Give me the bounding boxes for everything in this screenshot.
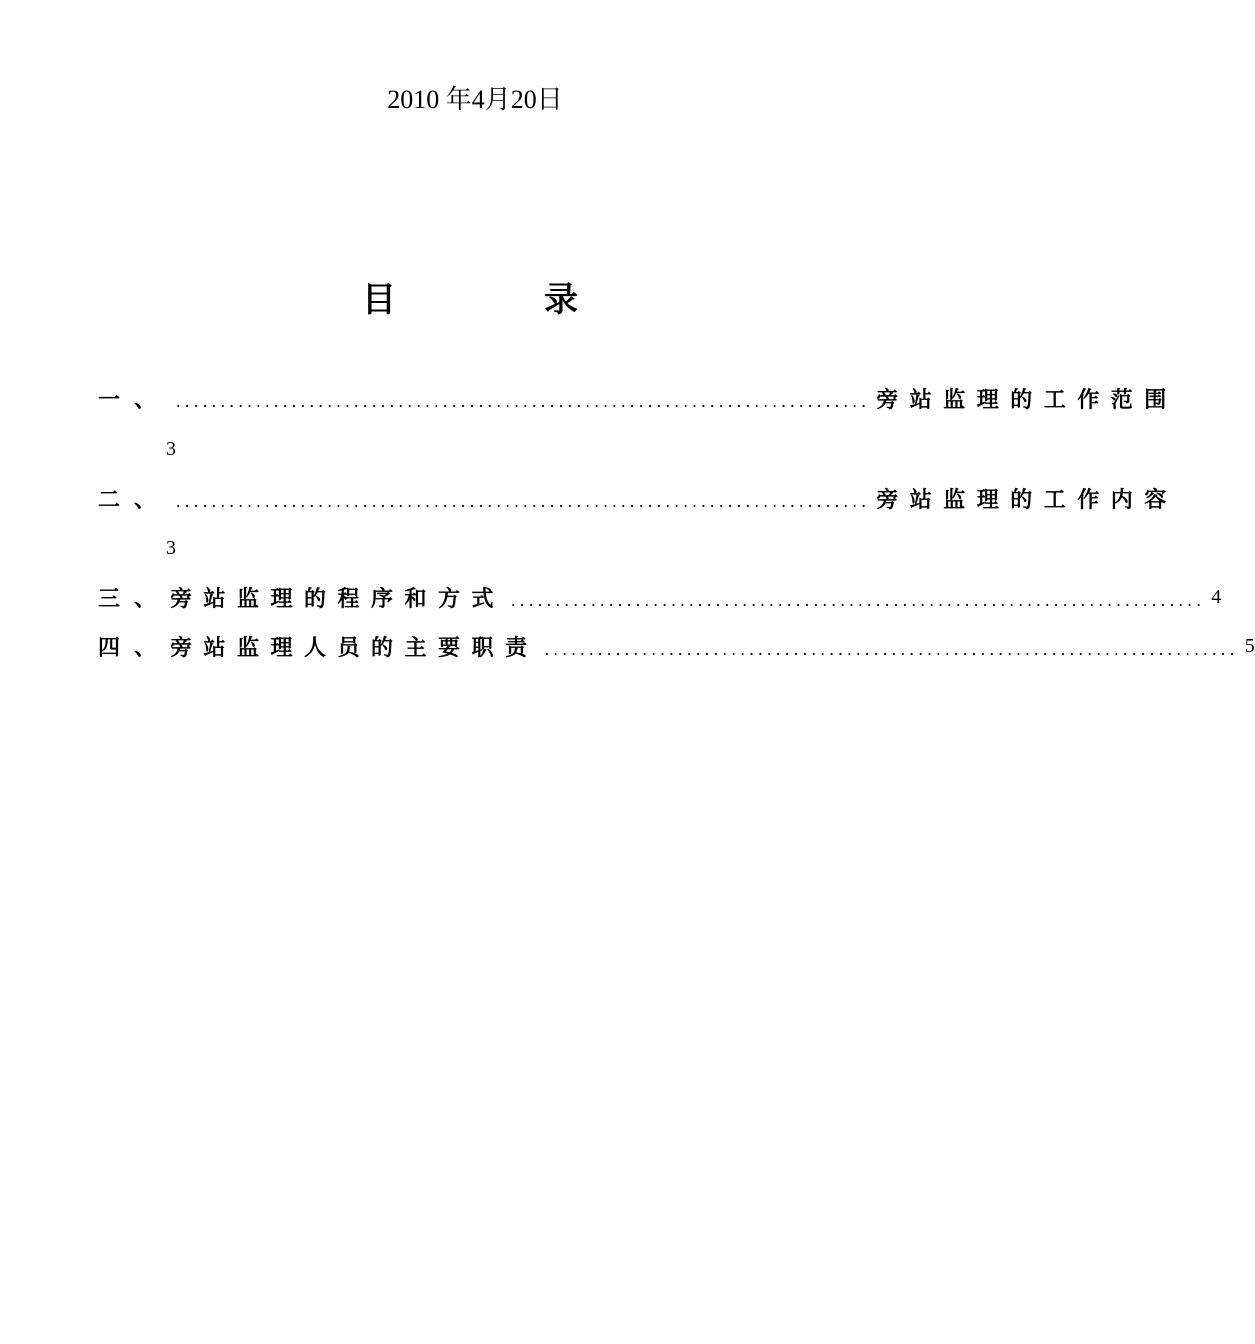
toc-entry-number: 一、 — [98, 387, 171, 413]
toc-entry-1[interactable] — [98, 380, 1178, 416]
toc-entry-title: 旁站监理人员的主要职责 — [170, 635, 539, 661]
toc-entry-page: 4 — [1211, 585, 1222, 608]
toc-leader-dots: .............................................................................. — [176, 390, 871, 411]
toc-entry-title: 旁站监理的工作范围 — [876, 387, 1178, 413]
toc-leader-dots: .............................................................................. — [176, 490, 871, 511]
toc-entry-2[interactable] — [98, 480, 1178, 516]
toc-leader-dots: .............................................................................. — [511, 589, 1206, 610]
toc-entry-page: 3 — [166, 537, 176, 559]
toc-entry-number: 二、 — [98, 487, 171, 513]
toc-leader-dots: .............................................................................. — [544, 638, 1239, 659]
toc-heading — [0, 276, 950, 326]
toc-entry-title: 旁站监理的程序和方式 — [170, 586, 506, 612]
toc-entry-page: 3 — [166, 438, 176, 460]
toc-entry-page: 5 — [1244, 634, 1255, 657]
toc-entry-number: 三、 — [98, 586, 171, 612]
document-date: 2010 年4月20日 — [387, 85, 563, 114]
toc-entry-3[interactable] — [98, 579, 1222, 615]
toc-entry-number: 四、 — [98, 635, 171, 661]
toc-entry-4[interactable] — [98, 628, 1255, 664]
toc-entry-title: 旁站监理的工作内容 — [876, 487, 1178, 513]
toc-heading-char-2: 录 — [544, 280, 578, 320]
toc-heading-char-1: 目 — [362, 280, 396, 320]
